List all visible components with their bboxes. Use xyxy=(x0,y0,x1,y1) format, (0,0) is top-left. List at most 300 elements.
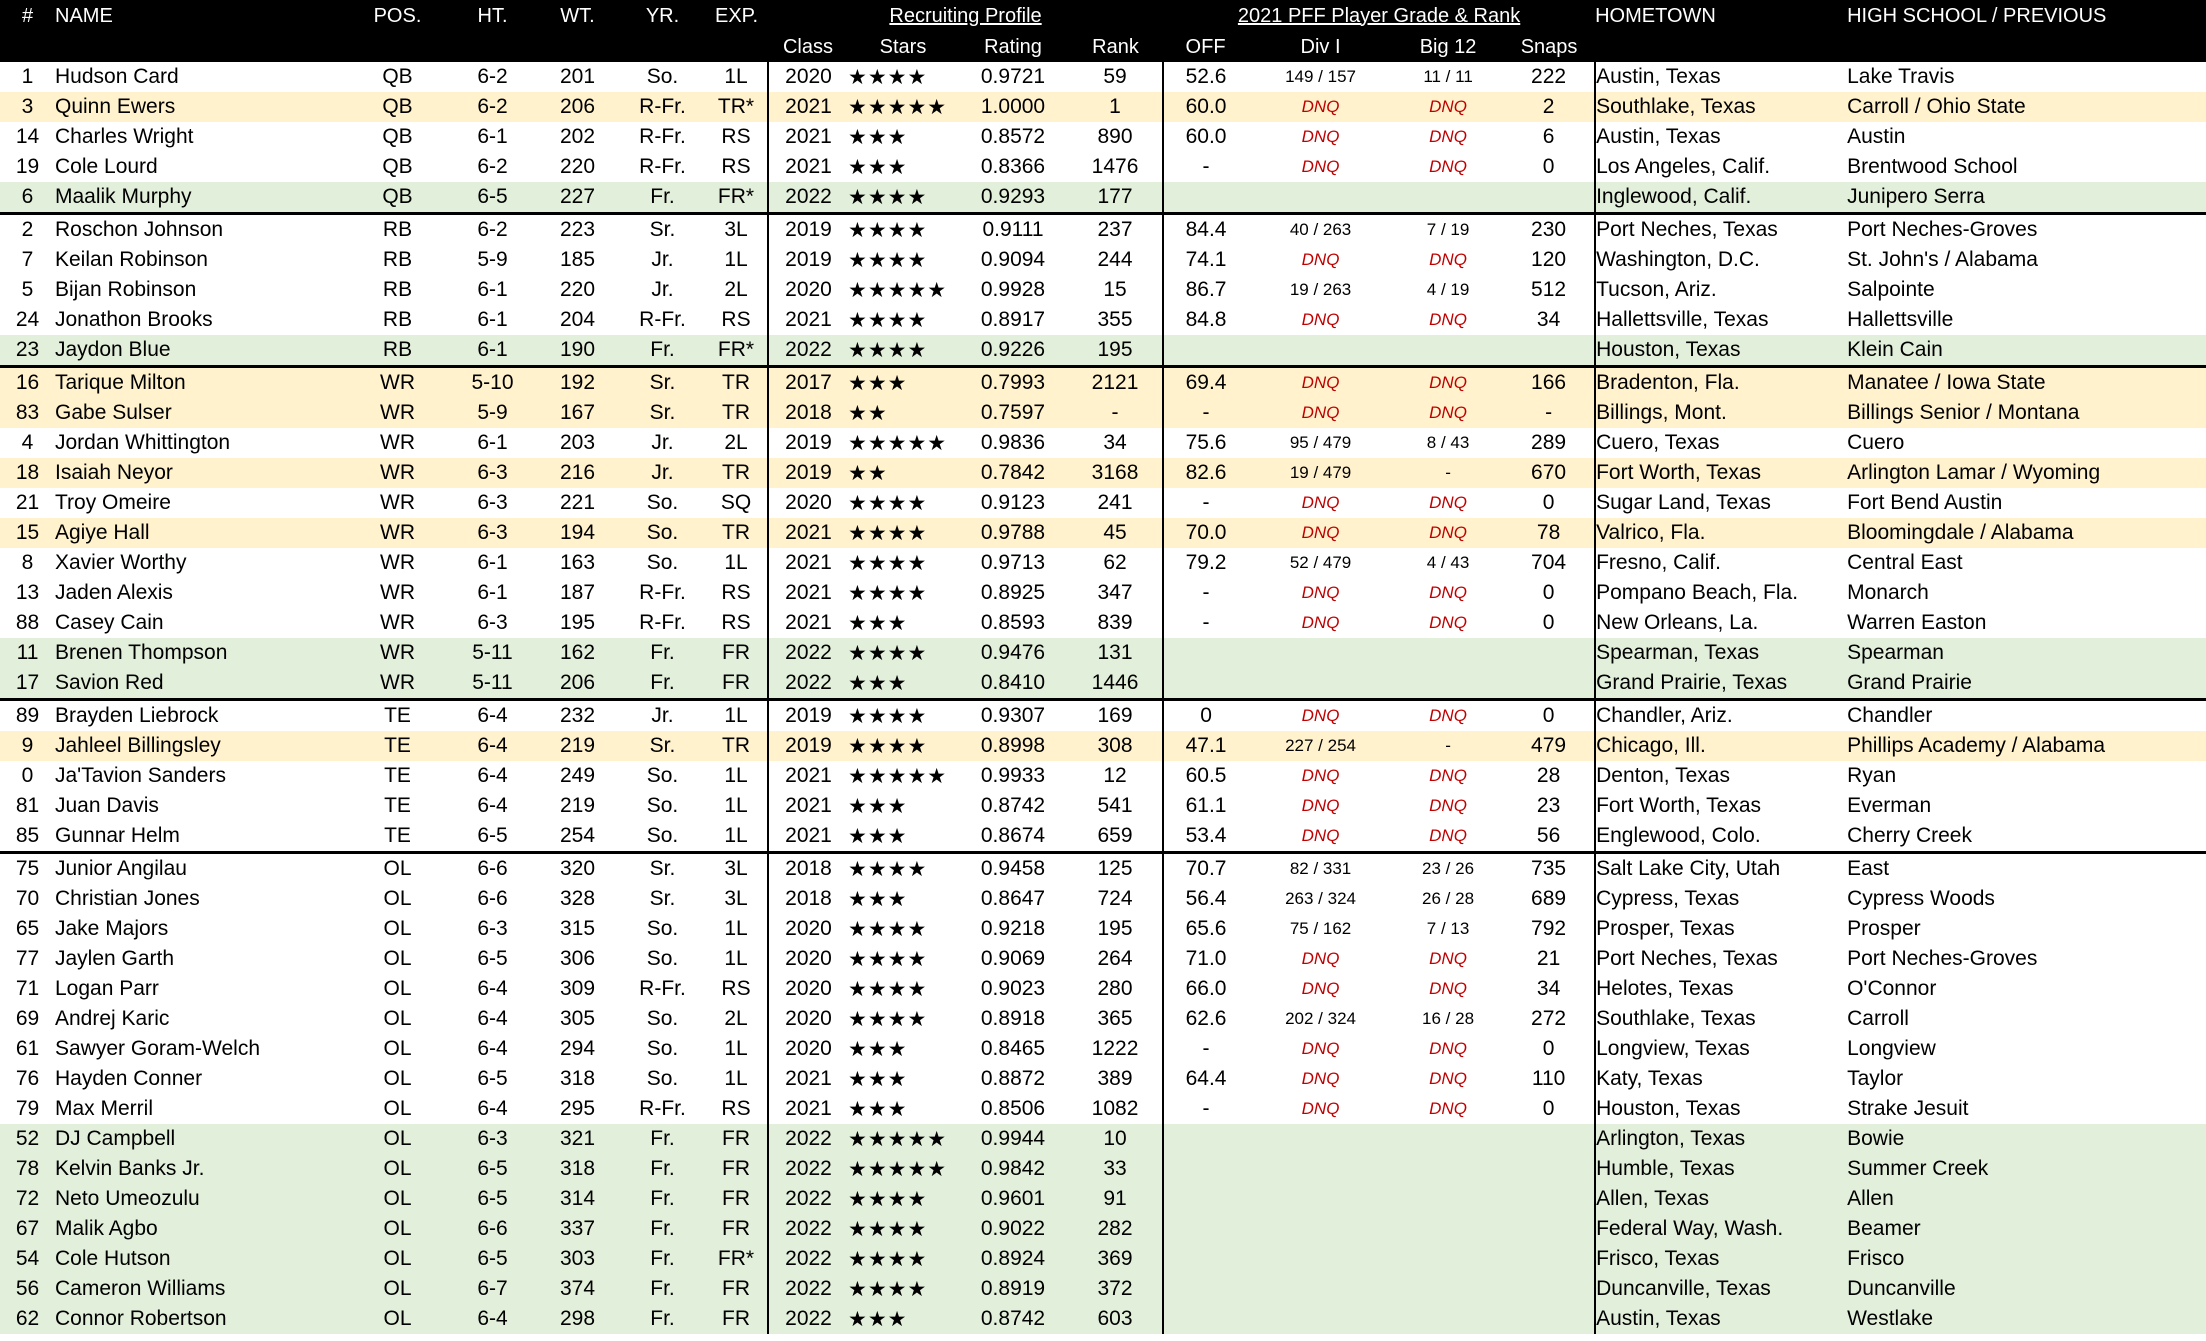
recruit-class-cell: 2020 xyxy=(768,944,848,974)
pff-off-grade-cell: 70.7 xyxy=(1163,853,1248,885)
pff-off-grade-cell xyxy=(1163,1124,1248,1154)
pff-big12-rank-cell xyxy=(1393,122,1503,152)
table-row xyxy=(0,1124,2206,1154)
pff-off-grade-cell: 86.7 xyxy=(1163,275,1248,305)
hometown-cell: Chicago, Ill. xyxy=(1595,731,1847,761)
pff-div1-rank-cell xyxy=(1248,1154,1393,1184)
table-row xyxy=(0,821,2206,853)
table-row xyxy=(0,1064,2206,1094)
dnq-label: DNQ xyxy=(1301,583,1340,602)
player-name-cell: Charles Wright xyxy=(55,122,345,152)
pff-off-grade-cell: 60.5 xyxy=(1163,761,1248,791)
pff-off-grade-cell: 61.1 xyxy=(1163,791,1248,821)
dnq-label: DNQ xyxy=(1429,1099,1467,1118)
position-cell: TE xyxy=(345,791,450,821)
position-cell: WR xyxy=(345,638,450,668)
pff-off-grade-cell: 53.4 xyxy=(1163,821,1248,853)
player-name-cell: Bijan Robinson xyxy=(55,275,345,305)
pff-div1-rank-cell xyxy=(1248,367,1393,399)
pff-big12-rank-cell xyxy=(1393,488,1503,518)
dnq-label: DNQ xyxy=(1429,613,1467,632)
dnq-label: DNQ xyxy=(1301,310,1340,329)
pff-big12-rank-cell: 11 / 11 xyxy=(1393,62,1503,92)
pff-off-grade-cell xyxy=(1163,1184,1248,1214)
height-cell: 6-3 xyxy=(450,608,535,638)
jersey-number-cell: 6 xyxy=(0,182,55,214)
pff-div1-rank-cell xyxy=(1248,92,1393,122)
dnq-label: DNQ xyxy=(1429,949,1467,968)
recruit-rank-cell: 1 xyxy=(1068,92,1163,122)
recruit-rating-cell: 0.8647 xyxy=(958,884,1068,914)
recruit-rank-cell: 91 xyxy=(1068,1184,1163,1214)
hometown-cell: Allen, Texas xyxy=(1595,1184,1847,1214)
recruiting-profile-header xyxy=(768,0,1163,32)
height-cell: 5-9 xyxy=(450,398,535,428)
weight-cell: 219 xyxy=(535,731,620,761)
hometown-cell: Bradenton, Fla. xyxy=(1595,367,1847,399)
table-row xyxy=(0,1004,2206,1034)
pff-big12-rank-cell: 7 / 19 xyxy=(1393,214,1503,246)
height-cell: 6-5 xyxy=(450,1184,535,1214)
table-row xyxy=(0,884,2206,914)
high-school-cell: St. John's / Alabama xyxy=(1847,245,2206,275)
recruit-class-cell: 2021 xyxy=(768,791,848,821)
dnq-label: DNQ xyxy=(1429,523,1467,542)
player-name-cell: Connor Robertson xyxy=(55,1304,345,1334)
table-row xyxy=(0,1304,2206,1334)
table-row xyxy=(0,1214,2206,1244)
pff-big12-rank-cell xyxy=(1393,182,1503,214)
dnq-label: DNQ xyxy=(1429,826,1467,845)
table-row xyxy=(0,1244,2206,1274)
recruit-rank-cell: - xyxy=(1068,398,1163,428)
header-row-primary xyxy=(0,0,2206,32)
dnq-label: DNQ xyxy=(1301,1039,1340,1058)
dnq-label: DNQ xyxy=(1429,157,1467,176)
recruit-stars-cell: ★★★★★ xyxy=(848,761,958,791)
recruit-rating-cell: 0.8872 xyxy=(958,1064,1068,1094)
recruit-class-cell: 2019 xyxy=(768,214,848,246)
pff-div1-rank-cell xyxy=(1248,700,1393,732)
pff-big12-rank-cell xyxy=(1393,608,1503,638)
player-name-cell: Maalik Murphy xyxy=(55,182,345,214)
pff-div1-rank-cell xyxy=(1248,821,1393,853)
position-cell: TE xyxy=(345,700,450,732)
experience-cell: RS xyxy=(705,305,768,335)
weight-cell: 187 xyxy=(535,578,620,608)
pff-off-grade-cell: 84.8 xyxy=(1163,305,1248,335)
col-wt-header: WT. xyxy=(535,0,620,32)
player-name-cell: Jaden Alexis xyxy=(55,578,345,608)
pff-big12-rank-cell xyxy=(1393,944,1503,974)
pff-off-grade-cell xyxy=(1163,1274,1248,1304)
position-cell: TE xyxy=(345,731,450,761)
col-pos-header: POS. xyxy=(345,0,450,32)
height-cell: 6-1 xyxy=(450,335,535,367)
height-cell: 6-6 xyxy=(450,884,535,914)
table-row xyxy=(0,152,2206,182)
class-year-cell: So. xyxy=(620,62,705,92)
height-cell: 6-5 xyxy=(450,821,535,853)
recruit-class-cell: 2021 xyxy=(768,152,848,182)
jersey-number-cell: 3 xyxy=(0,92,55,122)
height-cell: 6-3 xyxy=(450,914,535,944)
pff-div1-rank-cell xyxy=(1248,761,1393,791)
recruit-rank-cell: 169 xyxy=(1068,700,1163,732)
experience-cell: 1L xyxy=(705,821,768,853)
recruit-rating-cell: 0.9293 xyxy=(958,182,1068,214)
high-school-cell: Billings Senior / Montana xyxy=(1847,398,2206,428)
position-cell: WR xyxy=(345,488,450,518)
recruit-class-cell: 2020 xyxy=(768,914,848,944)
high-school-cell: Beamer xyxy=(1847,1214,2206,1244)
table-row xyxy=(0,944,2206,974)
pff-off-grade-cell: - xyxy=(1163,608,1248,638)
experience-cell: FR* xyxy=(705,335,768,367)
class-year-cell: Sr. xyxy=(620,731,705,761)
pff-big12-rank-cell xyxy=(1393,92,1503,122)
high-school-cell: Grand Prairie xyxy=(1847,668,2206,700)
weight-cell: 232 xyxy=(535,700,620,732)
pff-div1-rank-cell xyxy=(1248,488,1393,518)
pff-off-grade-cell: 47.1 xyxy=(1163,731,1248,761)
class-year-cell: Fr. xyxy=(620,1244,705,1274)
weight-cell: 206 xyxy=(535,668,620,700)
hometown-cell: Chandler, Ariz. xyxy=(1595,700,1847,732)
table-row xyxy=(0,62,2206,92)
recruit-stars-cell: ★★★ xyxy=(848,608,958,638)
weight-cell: 320 xyxy=(535,853,620,885)
weight-cell: 318 xyxy=(535,1064,620,1094)
height-cell: 5-11 xyxy=(450,638,535,668)
high-school-cell: Bowie xyxy=(1847,1124,2206,1154)
player-name-cell: Xavier Worthy xyxy=(55,548,345,578)
weight-cell: 192 xyxy=(535,367,620,399)
weight-cell: 162 xyxy=(535,638,620,668)
recruit-class-cell: 2019 xyxy=(768,458,848,488)
table-row xyxy=(0,305,2206,335)
weight-cell: 206 xyxy=(535,92,620,122)
position-cell: QB xyxy=(345,92,450,122)
player-name-cell: Ja'Tavion Sanders xyxy=(55,761,345,791)
weight-cell: 190 xyxy=(535,335,620,367)
pff-div1-rank-cell xyxy=(1248,1274,1393,1304)
experience-cell: 3L xyxy=(705,853,768,885)
pff-snaps-cell: 230 xyxy=(1503,214,1595,246)
weight-cell: 201 xyxy=(535,62,620,92)
class-year-cell: Jr. xyxy=(620,275,705,305)
recruit-stars-cell: ★★★ xyxy=(848,821,958,853)
recruit-class-cell: 2021 xyxy=(768,761,848,791)
recruit-rating-cell: 0.8918 xyxy=(958,1004,1068,1034)
high-school-cell: Warren Easton xyxy=(1847,608,2206,638)
recruit-rank-cell: 280 xyxy=(1068,974,1163,1004)
recruit-rank-cell: 1476 xyxy=(1068,152,1163,182)
hometown-cell: New Orleans, La. xyxy=(1595,608,1847,638)
recruit-rating-cell: 0.7842 xyxy=(958,458,1068,488)
pff-big12-rank-cell xyxy=(1393,638,1503,668)
pff-big12-rank-cell xyxy=(1393,761,1503,791)
jersey-number-cell: 19 xyxy=(0,152,55,182)
weight-cell: 294 xyxy=(535,1034,620,1064)
pff-div1-rank-cell xyxy=(1248,518,1393,548)
jersey-number-cell: 67 xyxy=(0,1214,55,1244)
pff-div1-rank-cell xyxy=(1248,1244,1393,1274)
high-school-cell: Bloomingdale / Alabama xyxy=(1847,518,2206,548)
high-school-cell: Frisco xyxy=(1847,1244,2206,1274)
high-school-cell: Chandler xyxy=(1847,700,2206,732)
pff-header xyxy=(1163,0,1595,32)
pff-div1-rank-cell: 19 / 479 xyxy=(1248,458,1393,488)
recruit-rating-cell: 0.9022 xyxy=(958,1214,1068,1244)
height-cell: 6-2 xyxy=(450,92,535,122)
table-row xyxy=(0,578,2206,608)
dnq-label: DNQ xyxy=(1301,403,1340,422)
class-year-cell: R-Fr. xyxy=(620,578,705,608)
height-cell: 6-4 xyxy=(450,700,535,732)
table-row xyxy=(0,608,2206,638)
experience-cell: FR xyxy=(705,638,768,668)
experience-cell: 3L xyxy=(705,214,768,246)
recruit-class-cell: 2019 xyxy=(768,245,848,275)
pff-div1-rank-cell xyxy=(1248,974,1393,1004)
pff-snaps-cell: 272 xyxy=(1503,1004,1595,1034)
player-name-cell: Neto Umeozulu xyxy=(55,1184,345,1214)
class-year-cell: Sr. xyxy=(620,367,705,399)
experience-cell: 1L xyxy=(705,245,768,275)
position-cell: QB xyxy=(345,182,450,214)
pff-big12-rank-cell xyxy=(1393,668,1503,700)
hometown-cell: Fresno, Calif. xyxy=(1595,548,1847,578)
recruit-class-cell: 2022 xyxy=(768,638,848,668)
blank-header xyxy=(345,32,450,62)
recruit-stars-cell: ★★★ xyxy=(848,668,958,700)
recruit-rank-cell: 195 xyxy=(1068,335,1163,367)
pff-div1-rank-cell xyxy=(1248,305,1393,335)
recruit-rating-cell: 0.8742 xyxy=(958,791,1068,821)
recruit-rank-cell: 125 xyxy=(1068,853,1163,885)
recruit-class-cell: 2021 xyxy=(768,305,848,335)
position-cell: OL xyxy=(345,1304,450,1334)
jersey-number-cell: 1 xyxy=(0,62,55,92)
pff-off-grade-cell: - xyxy=(1163,578,1248,608)
pff-div1-rank-cell xyxy=(1248,1184,1393,1214)
pff-big12-rank-cell xyxy=(1393,1244,1503,1274)
pff-big12-rank-cell xyxy=(1393,305,1503,335)
blank-header xyxy=(620,32,705,62)
pff-big12-rank-cell xyxy=(1393,518,1503,548)
recruit-stars-cell: ★★★ xyxy=(848,791,958,821)
player-name-cell: Brayden Liebrock xyxy=(55,700,345,732)
recruit-rank-cell: 3168 xyxy=(1068,458,1163,488)
player-name-cell: Cole Lourd xyxy=(55,152,345,182)
player-name-cell: Sawyer Goram-Welch xyxy=(55,1034,345,1064)
jersey-number-cell: 14 xyxy=(0,122,55,152)
pff-div1-rank-cell: 82 / 331 xyxy=(1248,853,1393,885)
pff-off-grade-cell: 82.6 xyxy=(1163,458,1248,488)
pff-snaps-cell: 0 xyxy=(1503,608,1595,638)
recruit-rank-cell: 15 xyxy=(1068,275,1163,305)
recruit-rank-cell: 264 xyxy=(1068,944,1163,974)
jersey-number-cell: 65 xyxy=(0,914,55,944)
high-school-cell: Westlake xyxy=(1847,1304,2206,1334)
hometown-cell: Federal Way, Wash. xyxy=(1595,1214,1847,1244)
pff-big12-rank-cell: 23 / 26 xyxy=(1393,853,1503,885)
pff-snaps-cell: 289 xyxy=(1503,428,1595,458)
class-year-cell: Sr. xyxy=(620,214,705,246)
height-cell: 6-3 xyxy=(450,458,535,488)
pff-snaps-cell: 28 xyxy=(1503,761,1595,791)
weight-cell: 321 xyxy=(535,1124,620,1154)
height-cell: 6-4 xyxy=(450,1004,535,1034)
class-year-cell: Fr. xyxy=(620,1124,705,1154)
pff-snaps-cell: 56 xyxy=(1503,821,1595,853)
experience-cell: TR* xyxy=(705,92,768,122)
recruit-class-cell: 2021 xyxy=(768,518,848,548)
pff-big12-rank-cell xyxy=(1393,367,1503,399)
dnq-label: DNQ xyxy=(1301,766,1340,785)
recruit-class-cell: 2021 xyxy=(768,578,848,608)
weight-cell: 318 xyxy=(535,1154,620,1184)
high-school-cell: Port Neches-Groves xyxy=(1847,214,2206,246)
recruit-rank-cell: 890 xyxy=(1068,122,1163,152)
pff-off-grade-cell: 84.4 xyxy=(1163,214,1248,246)
height-cell: 6-4 xyxy=(450,791,535,821)
weight-cell: 315 xyxy=(535,914,620,944)
pff-snaps-cell: 0 xyxy=(1503,488,1595,518)
recruit-rank-cell: 308 xyxy=(1068,731,1163,761)
hometown-cell: Prosper, Texas xyxy=(1595,914,1847,944)
weight-cell: 309 xyxy=(535,974,620,1004)
recruit-class-cell: 2021 xyxy=(768,92,848,122)
recruit-stars-cell: ★★★ xyxy=(848,1034,958,1064)
weight-cell: 221 xyxy=(535,488,620,518)
height-cell: 6-1 xyxy=(450,428,535,458)
pff-div1-rank-cell xyxy=(1248,245,1393,275)
hometown-cell: Houston, Texas xyxy=(1595,1094,1847,1124)
pff-off-grade-cell: 60.0 xyxy=(1163,122,1248,152)
height-cell: 6-5 xyxy=(450,1064,535,1094)
recruit-stars-cell: ★★★ xyxy=(848,1304,958,1334)
table-row xyxy=(0,92,2206,122)
player-name-cell: Isaiah Neyor xyxy=(55,458,345,488)
jersey-number-cell: 52 xyxy=(0,1124,55,1154)
position-cell: OL xyxy=(345,884,450,914)
class-year-cell: Fr. xyxy=(620,638,705,668)
table-row xyxy=(0,518,2206,548)
dnq-label: DNQ xyxy=(1301,373,1340,392)
recruit-rating-cell: 0.9123 xyxy=(958,488,1068,518)
high-school-cell: East xyxy=(1847,853,2206,885)
pff-snaps-cell: 479 xyxy=(1503,731,1595,761)
jersey-number-cell: 4 xyxy=(0,428,55,458)
experience-cell: FR* xyxy=(705,182,768,214)
recruit-rank-cell: 1446 xyxy=(1068,668,1163,700)
class-year-cell: Sr. xyxy=(620,853,705,885)
high-school-cell: Prosper xyxy=(1847,914,2206,944)
recruit-rating-cell: 1.0000 xyxy=(958,92,1068,122)
position-cell: QB xyxy=(345,152,450,182)
hometown-cell: Englewood, Colo. xyxy=(1595,821,1847,853)
pff-big12-rank-cell xyxy=(1393,791,1503,821)
experience-cell: FR xyxy=(705,1304,768,1334)
weight-cell: 202 xyxy=(535,122,620,152)
recruit-rank-cell: 10 xyxy=(1068,1124,1163,1154)
hometown-cell: Cypress, Texas xyxy=(1595,884,1847,914)
height-cell: 6-4 xyxy=(450,1304,535,1334)
high-school-cell: Carroll / Ohio State xyxy=(1847,92,2206,122)
pff-snaps-cell: 689 xyxy=(1503,884,1595,914)
table-row xyxy=(0,1034,2206,1064)
pff-off-grade-cell: - xyxy=(1163,152,1248,182)
recruit-rating-cell: 0.9842 xyxy=(958,1154,1068,1184)
position-cell: RB xyxy=(345,214,450,246)
recruit-rank-cell: 839 xyxy=(1068,608,1163,638)
player-name-cell: Jahleel Billingsley xyxy=(55,731,345,761)
table-row xyxy=(0,853,2206,885)
hometown-cell: Cuero, Texas xyxy=(1595,428,1847,458)
col-div1-header: Div I xyxy=(1248,32,1393,62)
pff-div1-rank-cell: 19 / 263 xyxy=(1248,275,1393,305)
weight-cell: 314 xyxy=(535,1184,620,1214)
pff-big12-rank-cell xyxy=(1393,1304,1503,1334)
high-school-cell: Summer Creek xyxy=(1847,1154,2206,1184)
class-year-cell: So. xyxy=(620,944,705,974)
pff-big12-rank-cell: 4 / 43 xyxy=(1393,548,1503,578)
position-cell: WR xyxy=(345,668,450,700)
hometown-cell: Austin, Texas xyxy=(1595,62,1847,92)
position-cell: OL xyxy=(345,1034,450,1064)
player-name-cell: Andrej Karic xyxy=(55,1004,345,1034)
class-year-cell: R-Fr. xyxy=(620,122,705,152)
dnq-label: DNQ xyxy=(1429,766,1467,785)
dnq-label: DNQ xyxy=(1301,706,1340,725)
dnq-label: DNQ xyxy=(1429,706,1467,725)
jersey-number-cell: 18 xyxy=(0,458,55,488)
recruit-rating-cell: 0.8506 xyxy=(958,1094,1068,1124)
weight-cell: 167 xyxy=(535,398,620,428)
class-year-cell: Jr. xyxy=(620,458,705,488)
recruit-class-cell: 2020 xyxy=(768,1004,848,1034)
player-name-cell: Savion Red xyxy=(55,668,345,700)
recruit-class-cell: 2021 xyxy=(768,821,848,853)
high-school-cell: Junipero Serra xyxy=(1847,182,2206,214)
recruit-stars-cell: ★★★★ xyxy=(848,214,958,246)
height-cell: 6-4 xyxy=(450,1034,535,1064)
recruit-stars-cell: ★★★★★ xyxy=(848,92,958,122)
height-cell: 6-5 xyxy=(450,944,535,974)
table-row xyxy=(0,638,2206,668)
recruit-stars-cell: ★★★★ xyxy=(848,1004,958,1034)
weight-cell: 219 xyxy=(535,791,620,821)
pff-off-grade-cell xyxy=(1163,1214,1248,1244)
position-cell: OL xyxy=(345,1064,450,1094)
experience-cell: RS xyxy=(705,152,768,182)
position-cell: OL xyxy=(345,1154,450,1184)
recruit-rating-cell: 0.8572 xyxy=(958,122,1068,152)
hometown-cell: Katy, Texas xyxy=(1595,1064,1847,1094)
table-row xyxy=(0,1184,2206,1214)
recruit-class-cell: 2019 xyxy=(768,700,848,732)
hometown-cell: Denton, Texas xyxy=(1595,761,1847,791)
recruit-stars-cell: ★★★★ xyxy=(848,944,958,974)
recruit-rating-cell: 0.9307 xyxy=(958,700,1068,732)
dnq-label: DNQ xyxy=(1301,523,1340,542)
dnq-label: DNQ xyxy=(1429,250,1467,269)
hometown-cell: Fort Worth, Texas xyxy=(1595,458,1847,488)
recruit-rating-cell: 0.8465 xyxy=(958,1034,1068,1064)
height-cell: 6-6 xyxy=(450,1214,535,1244)
